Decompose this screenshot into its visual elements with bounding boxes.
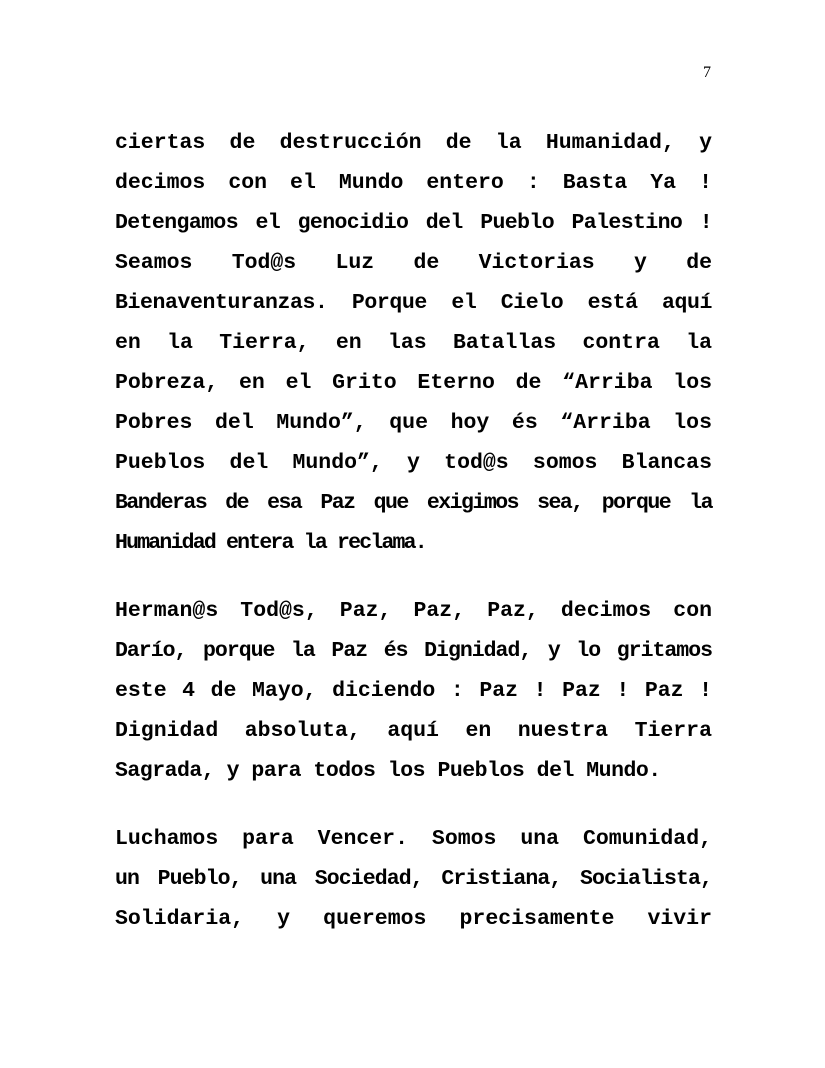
text-line: Solidaria, y queremos precisamente vivir [115, 907, 712, 931]
text-line: en la Tierra, en las Batallas contra la [115, 331, 712, 355]
text-line: un Pueblo, una Sociedad, Cristiana, Socialista, [115, 867, 712, 891]
text-line: decimos con el Mundo entero : Basta Ya ! [115, 171, 712, 195]
text-line: Herman@s Tod@s, Paz, Paz, Paz, decimos con [115, 599, 712, 623]
text-line: Seamos Tod@s Luz de Victorias y de [115, 251, 712, 275]
text-line: Humanidad entera la reclama. [115, 531, 426, 555]
text-line: este 4 de Mayo, diciendo : Paz ! Paz ! Paz ! [115, 679, 712, 703]
text-line: Pobres del Mundo”, que hoy és “Arriba los [115, 411, 712, 435]
text-line: Detengamos el genocidio del Pueblo Palestino ! [115, 211, 712, 235]
page-number: 7 [703, 64, 711, 81]
text-line: Luchamos para Vencer. Somos una Comunidad, [115, 827, 712, 851]
text-line: Pueblos del Mundo”, y tod@s somos Blancas [115, 451, 712, 475]
text-line: Pobreza, en el Grito Eterno de “Arriba los [115, 371, 712, 395]
text-line: Bienaventuranzas. Porque el Cielo está aquí [115, 291, 712, 315]
text-line: Sagrada, y para todos los Pueblos del Mundo. [115, 759, 661, 783]
text-line: ciertas de destrucción de la Humanidad, y [115, 131, 712, 155]
text-line: Dignidad absoluta, aquí en nuestra Tierra [115, 719, 712, 743]
text-line: Darío, porque la Paz és Dignidad, y lo gritamos [115, 639, 712, 663]
text-line: Banderas de esa Paz que exigimos sea, porque la [115, 491, 712, 515]
